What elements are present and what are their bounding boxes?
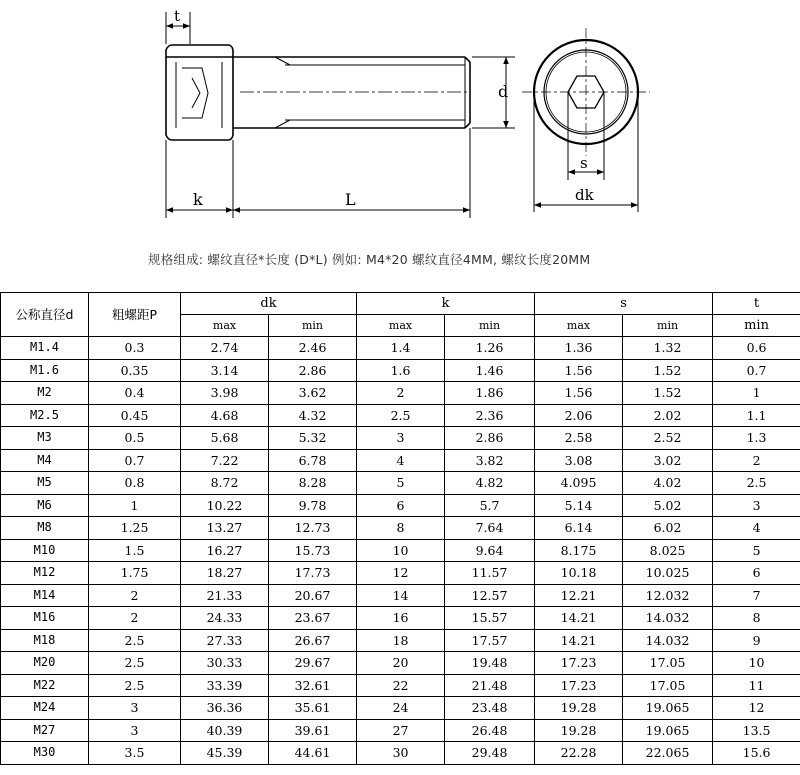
cell-t-min: 0.6 [713, 337, 800, 360]
cell-dk-max: 16.27 [181, 539, 269, 562]
cell-t-min: 12 [713, 697, 800, 720]
cell-dk-max: 36.36 [181, 697, 269, 720]
cell-d: M18 [1, 629, 89, 652]
cell-s-min: 10.025 [623, 562, 713, 585]
cell-dk-max: 24.33 [181, 607, 269, 630]
cell-t-min: 8 [713, 607, 800, 630]
table-row [1, 472, 800, 495]
cell-k-max: 8 [357, 517, 445, 540]
cell-d: M20 [1, 652, 89, 675]
cell-k-max: 22 [357, 674, 445, 697]
table-row [1, 427, 800, 450]
table-row [1, 382, 800, 405]
header-k-min: min [445, 315, 535, 337]
cell-t-min: 10 [713, 652, 800, 675]
cell-dk-max: 13.27 [181, 517, 269, 540]
cell-dk-max: 7.22 [181, 449, 269, 472]
cell-p: 2 [89, 607, 181, 630]
cell-k-min: 29.48 [445, 742, 535, 765]
cell-s-max: 6.14 [535, 517, 623, 540]
cell-p: 0.5 [89, 427, 181, 450]
cell-k-min: 4.82 [445, 472, 535, 495]
cell-dk-min: 32.61 [269, 674, 357, 697]
cell-p: 2 [89, 584, 181, 607]
header-t: t [713, 293, 800, 315]
cell-k-min: 1.86 [445, 382, 535, 405]
header-coarse-pitch: 粗螺距P [89, 293, 181, 337]
label-dk: dk [575, 186, 594, 204]
cell-k-min: 9.64 [445, 539, 535, 562]
cell-k-min: 3.82 [445, 449, 535, 472]
cell-s-min: 3.02 [623, 449, 713, 472]
cell-dk-min: 20.67 [269, 584, 357, 607]
cell-dk-min: 23.67 [269, 607, 357, 630]
cell-s-min: 14.032 [623, 629, 713, 652]
cell-k-min: 5.7 [445, 494, 535, 517]
header-t-min: min [713, 315, 800, 337]
cell-s-min: 8.025 [623, 539, 713, 562]
label-s: s [580, 154, 588, 172]
table-row [1, 607, 800, 630]
cell-dk-max: 10.22 [181, 494, 269, 517]
cell-dk-max: 4.68 [181, 404, 269, 427]
cell-dk-max: 8.72 [181, 472, 269, 495]
cell-d: M24 [1, 697, 89, 720]
cell-dk-max: 5.68 [181, 427, 269, 450]
cell-k-max: 27 [357, 719, 445, 742]
cell-s-max: 19.28 [535, 719, 623, 742]
cell-k-min: 23.48 [445, 697, 535, 720]
cell-t-min: 2 [713, 449, 800, 472]
cell-t-min: 1 [713, 382, 800, 405]
cell-k-max: 1.4 [357, 337, 445, 360]
cell-k-min: 17.57 [445, 629, 535, 652]
cell-s-max: 1.56 [535, 359, 623, 382]
cell-s-max: 2.58 [535, 427, 623, 450]
cell-p: 3 [89, 697, 181, 720]
cell-k-max: 10 [357, 539, 445, 562]
header-dk: dk [181, 293, 357, 315]
cell-s-min: 19.065 [623, 719, 713, 742]
cell-k-max: 1.6 [357, 359, 445, 382]
dimension-k-L [166, 128, 470, 218]
table-row [1, 449, 800, 472]
cell-dk-min: 3.62 [269, 382, 357, 405]
cell-dk-min: 2.46 [269, 337, 357, 360]
screw-side-view [166, 45, 470, 140]
cell-k-min: 2.86 [445, 427, 535, 450]
spec-table [0, 292, 800, 765]
cell-p: 0.35 [89, 359, 181, 382]
header-k: k [357, 293, 535, 315]
cell-dk-min: 17.73 [269, 562, 357, 585]
cell-dk-max: 27.33 [181, 629, 269, 652]
cell-s-min: 6.02 [623, 517, 713, 540]
table-row [1, 652, 800, 675]
screw-end-view [522, 28, 650, 212]
header-k-max: max [357, 315, 445, 337]
cell-dk-min: 4.32 [269, 404, 357, 427]
cell-k-max: 3 [357, 427, 445, 450]
cell-k-min: 1.46 [445, 359, 535, 382]
cell-s-min: 2.52 [623, 427, 713, 450]
cell-dk-max: 45.39 [181, 742, 269, 765]
cell-d: M6 [1, 494, 89, 517]
cell-t-min: 9 [713, 629, 800, 652]
cell-p: 1.25 [89, 517, 181, 540]
cell-p: 1.5 [89, 539, 181, 562]
cell-p: 3.5 [89, 742, 181, 765]
table-row [1, 337, 800, 360]
cell-dk-max: 30.33 [181, 652, 269, 675]
cell-dk-min: 9.78 [269, 494, 357, 517]
cell-d: M16 [1, 607, 89, 630]
cell-s-min: 2.02 [623, 404, 713, 427]
cell-p: 0.4 [89, 382, 181, 405]
cell-p: 3 [89, 719, 181, 742]
cell-dk-min: 15.73 [269, 539, 357, 562]
cell-dk-max: 18.27 [181, 562, 269, 585]
cell-s-min: 14.032 [623, 607, 713, 630]
cell-t-min: 11 [713, 674, 800, 697]
cell-dk-min: 26.67 [269, 629, 357, 652]
cell-p: 0.3 [89, 337, 181, 360]
cell-k-min: 15.57 [445, 607, 535, 630]
cell-k-min: 26.48 [445, 719, 535, 742]
cell-s-min: 1.32 [623, 337, 713, 360]
cell-d: M3 [1, 427, 89, 450]
table-row [1, 404, 800, 427]
cell-p: 2.5 [89, 674, 181, 697]
cell-s-max: 8.175 [535, 539, 623, 562]
cell-d: M4 [1, 449, 89, 472]
cell-s-max: 2.06 [535, 404, 623, 427]
spec-table-body [1, 337, 800, 765]
table-row [1, 517, 800, 540]
cell-k-min: 19.48 [445, 652, 535, 675]
cell-p: 0.7 [89, 449, 181, 472]
cell-k-max: 2 [357, 382, 445, 405]
cell-k-max: 12 [357, 562, 445, 585]
cell-k-max: 2.5 [357, 404, 445, 427]
table-row [1, 584, 800, 607]
cell-k-max: 4 [357, 449, 445, 472]
cell-t-min: 0.7 [713, 359, 800, 382]
cell-s-min: 1.52 [623, 382, 713, 405]
cell-dk-max: 2.74 [181, 337, 269, 360]
header-nominal-diameter: 公称直径d [1, 293, 89, 337]
cell-s-max: 19.28 [535, 697, 623, 720]
cell-k-min: 21.48 [445, 674, 535, 697]
table-row [1, 674, 800, 697]
cell-k-min: 1.26 [445, 337, 535, 360]
cell-t-min: 7 [713, 584, 800, 607]
cell-t-min: 15.6 [713, 742, 800, 765]
cell-s-max: 17.23 [535, 674, 623, 697]
table-row [1, 562, 800, 585]
cell-t-min: 1.1 [713, 404, 800, 427]
cell-s-max: 12.21 [535, 584, 623, 607]
cell-d: M1.4 [1, 337, 89, 360]
cell-dk-max: 33.39 [181, 674, 269, 697]
header-dk-min: min [269, 315, 357, 337]
cell-s-max: 17.23 [535, 652, 623, 675]
cell-s-max: 14.21 [535, 607, 623, 630]
cell-k-max: 30 [357, 742, 445, 765]
cell-s-max: 1.36 [535, 337, 623, 360]
cell-p: 2.5 [89, 652, 181, 675]
cell-dk-min: 5.32 [269, 427, 357, 450]
cell-d: M1.6 [1, 359, 89, 382]
header-s-min: min [623, 315, 713, 337]
cell-s-min: 17.05 [623, 674, 713, 697]
cell-p: 0.45 [89, 404, 181, 427]
label-d: d [498, 82, 509, 101]
cell-t-min: 1.3 [713, 427, 800, 450]
cell-dk-max: 40.39 [181, 719, 269, 742]
cell-dk-min: 39.61 [269, 719, 357, 742]
cell-t-min: 5 [713, 539, 800, 562]
cell-k-min: 2.36 [445, 404, 535, 427]
cell-k-min: 7.64 [445, 517, 535, 540]
table-row [1, 629, 800, 652]
cell-s-min: 19.065 [623, 697, 713, 720]
cell-s-max: 4.095 [535, 472, 623, 495]
cell-dk-min: 8.28 [269, 472, 357, 495]
label-L: L [345, 190, 356, 209]
label-t: t [174, 7, 181, 25]
table-row [1, 359, 800, 382]
cell-s-max: 22.28 [535, 742, 623, 765]
cell-t-min: 13.5 [713, 719, 800, 742]
cell-s-min: 4.02 [623, 472, 713, 495]
cell-dk-min: 6.78 [269, 449, 357, 472]
cell-s-min: 1.52 [623, 359, 713, 382]
cell-s-max: 1.56 [535, 382, 623, 405]
cell-t-min: 2.5 [713, 472, 800, 495]
cell-p: 2.5 [89, 629, 181, 652]
cell-d: M5 [1, 472, 89, 495]
header-row-1 [1, 293, 800, 315]
table-row [1, 539, 800, 562]
cell-k-max: 16 [357, 607, 445, 630]
cell-s-min: 22.065 [623, 742, 713, 765]
cell-k-max: 20 [357, 652, 445, 675]
cell-s-min: 17.05 [623, 652, 713, 675]
cell-d: M2 [1, 382, 89, 405]
cell-k-max: 18 [357, 629, 445, 652]
cell-k-max: 5 [357, 472, 445, 495]
cell-d: M8 [1, 517, 89, 540]
cell-dk-max: 3.14 [181, 359, 269, 382]
header-s-max: max [535, 315, 623, 337]
cell-k-min: 12.57 [445, 584, 535, 607]
cell-dk-max: 21.33 [181, 584, 269, 607]
cell-s-min: 5.02 [623, 494, 713, 517]
table-row [1, 742, 800, 765]
header-s: s [535, 293, 713, 315]
dimension-d [472, 57, 515, 128]
cell-dk-min: 29.67 [269, 652, 357, 675]
cell-s-min: 12.032 [623, 584, 713, 607]
cell-d: M12 [1, 562, 89, 585]
specification-caption: 规格组成: 螺纹直径*长度 (D*L) 例如: M4*20 螺纹直径4MM, 螺纹长度20MM [148, 252, 591, 267]
cell-k-max: 6 [357, 494, 445, 517]
cell-d: M14 [1, 584, 89, 607]
cell-dk-min: 2.86 [269, 359, 357, 382]
cell-t-min: 4 [713, 517, 800, 540]
cell-s-max: 5.14 [535, 494, 623, 517]
cell-dk-max: 3.98 [181, 382, 269, 405]
table-row [1, 719, 800, 742]
header-dk-max: max [181, 315, 269, 337]
cell-dk-min: 12.73 [269, 517, 357, 540]
cell-k-max: 14 [357, 584, 445, 607]
cell-d: M2.5 [1, 404, 89, 427]
cell-s-max: 3.08 [535, 449, 623, 472]
cell-d: M30 [1, 742, 89, 765]
cell-k-min: 11.57 [445, 562, 535, 585]
table-row [1, 494, 800, 517]
cell-d: M10 [1, 539, 89, 562]
cell-dk-min: 44.61 [269, 742, 357, 765]
cell-s-max: 10.18 [535, 562, 623, 585]
cell-k-max: 24 [357, 697, 445, 720]
cell-p: 1 [89, 494, 181, 517]
label-k: k [193, 190, 203, 209]
cell-t-min: 3 [713, 494, 800, 517]
cell-d: M22 [1, 674, 89, 697]
table-row [1, 697, 800, 720]
cell-d: M27 [1, 719, 89, 742]
cell-s-max: 14.21 [535, 629, 623, 652]
cell-p: 0.8 [89, 472, 181, 495]
socket-head-cap-screw-drawing [0, 0, 800, 230]
cell-t-min: 6 [713, 562, 800, 585]
cell-p: 1.75 [89, 562, 181, 585]
cell-dk-min: 35.61 [269, 697, 357, 720]
